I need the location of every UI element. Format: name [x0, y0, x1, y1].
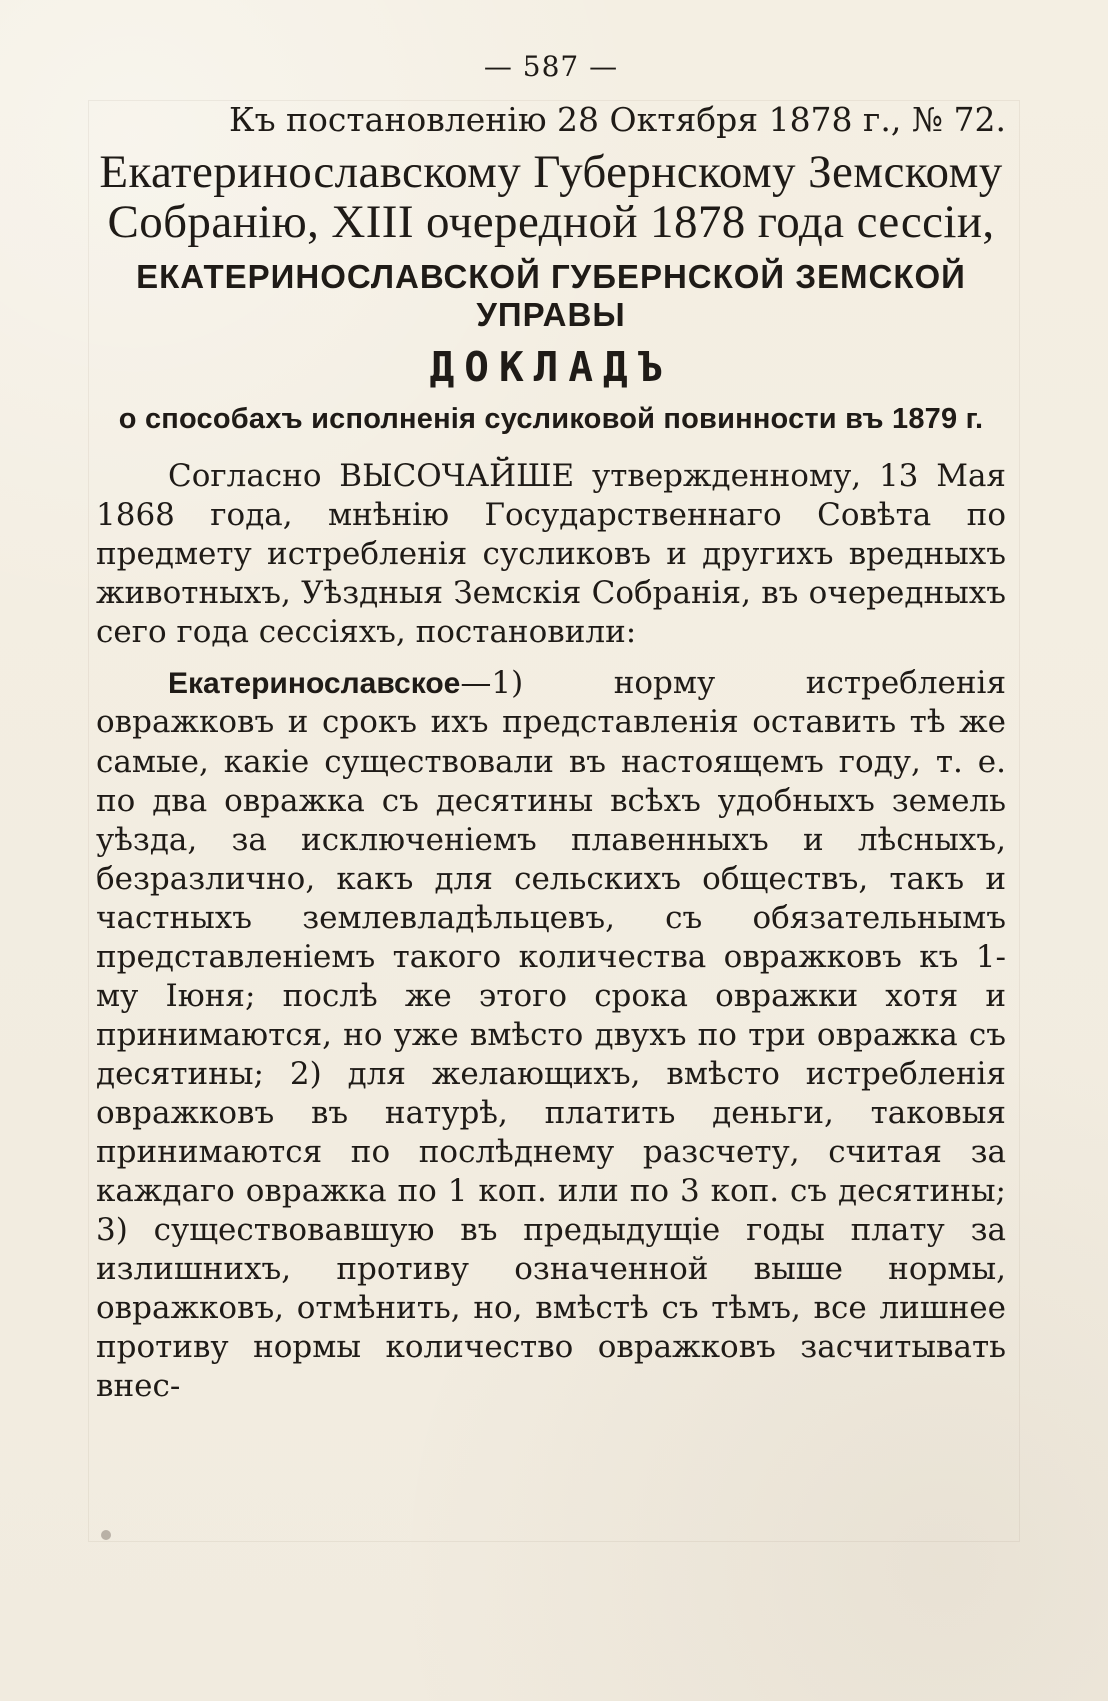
paragraph-lead: Екатеринославское — [168, 667, 461, 701]
body-paragraph-2 — [96, 664, 1006, 1406]
document-content — [96, 42, 1006, 1406]
page-number: — 587 — — [483, 50, 619, 83]
addressee-heading: Екатеринославскому Губернскому Земскому Собранію, XIII очередной 1878 года сессіи, — [99, 145, 1003, 249]
document-type-heading: ДОКЛАДЪ — [429, 343, 673, 392]
paragraph-text: —1) норму истребленія овражковъ и срокъ ихъ представленія оставить тѣ же самые, какіе существовали въ настоящемъ году, т. е. по два овражка съ десятины всѣхъ удобныхъ земель уѣзда, за исключеніемъ плавенныхъ и лѣсныхъ, безразлично, какъ для сельскихъ обществъ, такъ и частныхъ землевладѣльцевъ, съ обязательнымъ представленіемъ такого количества овражковъ къ 1-му Іюня; послѣ же этого срока овражки хотя и принимаются, но уже вмѣсто двухъ по три овражка съ десятины; 2) для желающихъ, вмѣсто истребленія овражковъ въ натурѣ, платить деньги, таковыя принимаются по послѣднему разсчету, считая за каждаго овражка по 1 коп. или по 3 коп. съ десятины; 3) существовавшую въ предыдущіе годы плату за излишнихъ, противу означенной выше нормы, овражковъ, отмѣнить, но, вмѣстѣ съ тѣмъ, все лишнее противу нормы количество овражковъ засчитывать внес- — [96, 665, 1006, 1405]
reference-line: Къ постановленію 28 Октября 1878 г., № 72. — [229, 100, 1006, 139]
body-paragraph-1: Согласно ВЫСОЧАЙШЕ утвержденному, 13 Мая 1868 года, мнѣнію Государственнаго Совѣта по предмету истребленія сусликовъ и другихъ вредныхъ животныхъ, Уѣздныя Земскія Собранія, въ очередныхъ сего года сессіяхъ, постановили: — [96, 458, 1006, 651]
subject-heading: о способахъ исполненія сусликовой повинности въ 1879 г. — [118, 403, 984, 436]
office-heading: ЕКАТЕРИНОСЛАВСКОЙ ГУБЕРНСКОЙ ЗЕМСКОЙ УПРАВЫ — [136, 257, 966, 334]
page-mark — [101, 1530, 111, 1540]
